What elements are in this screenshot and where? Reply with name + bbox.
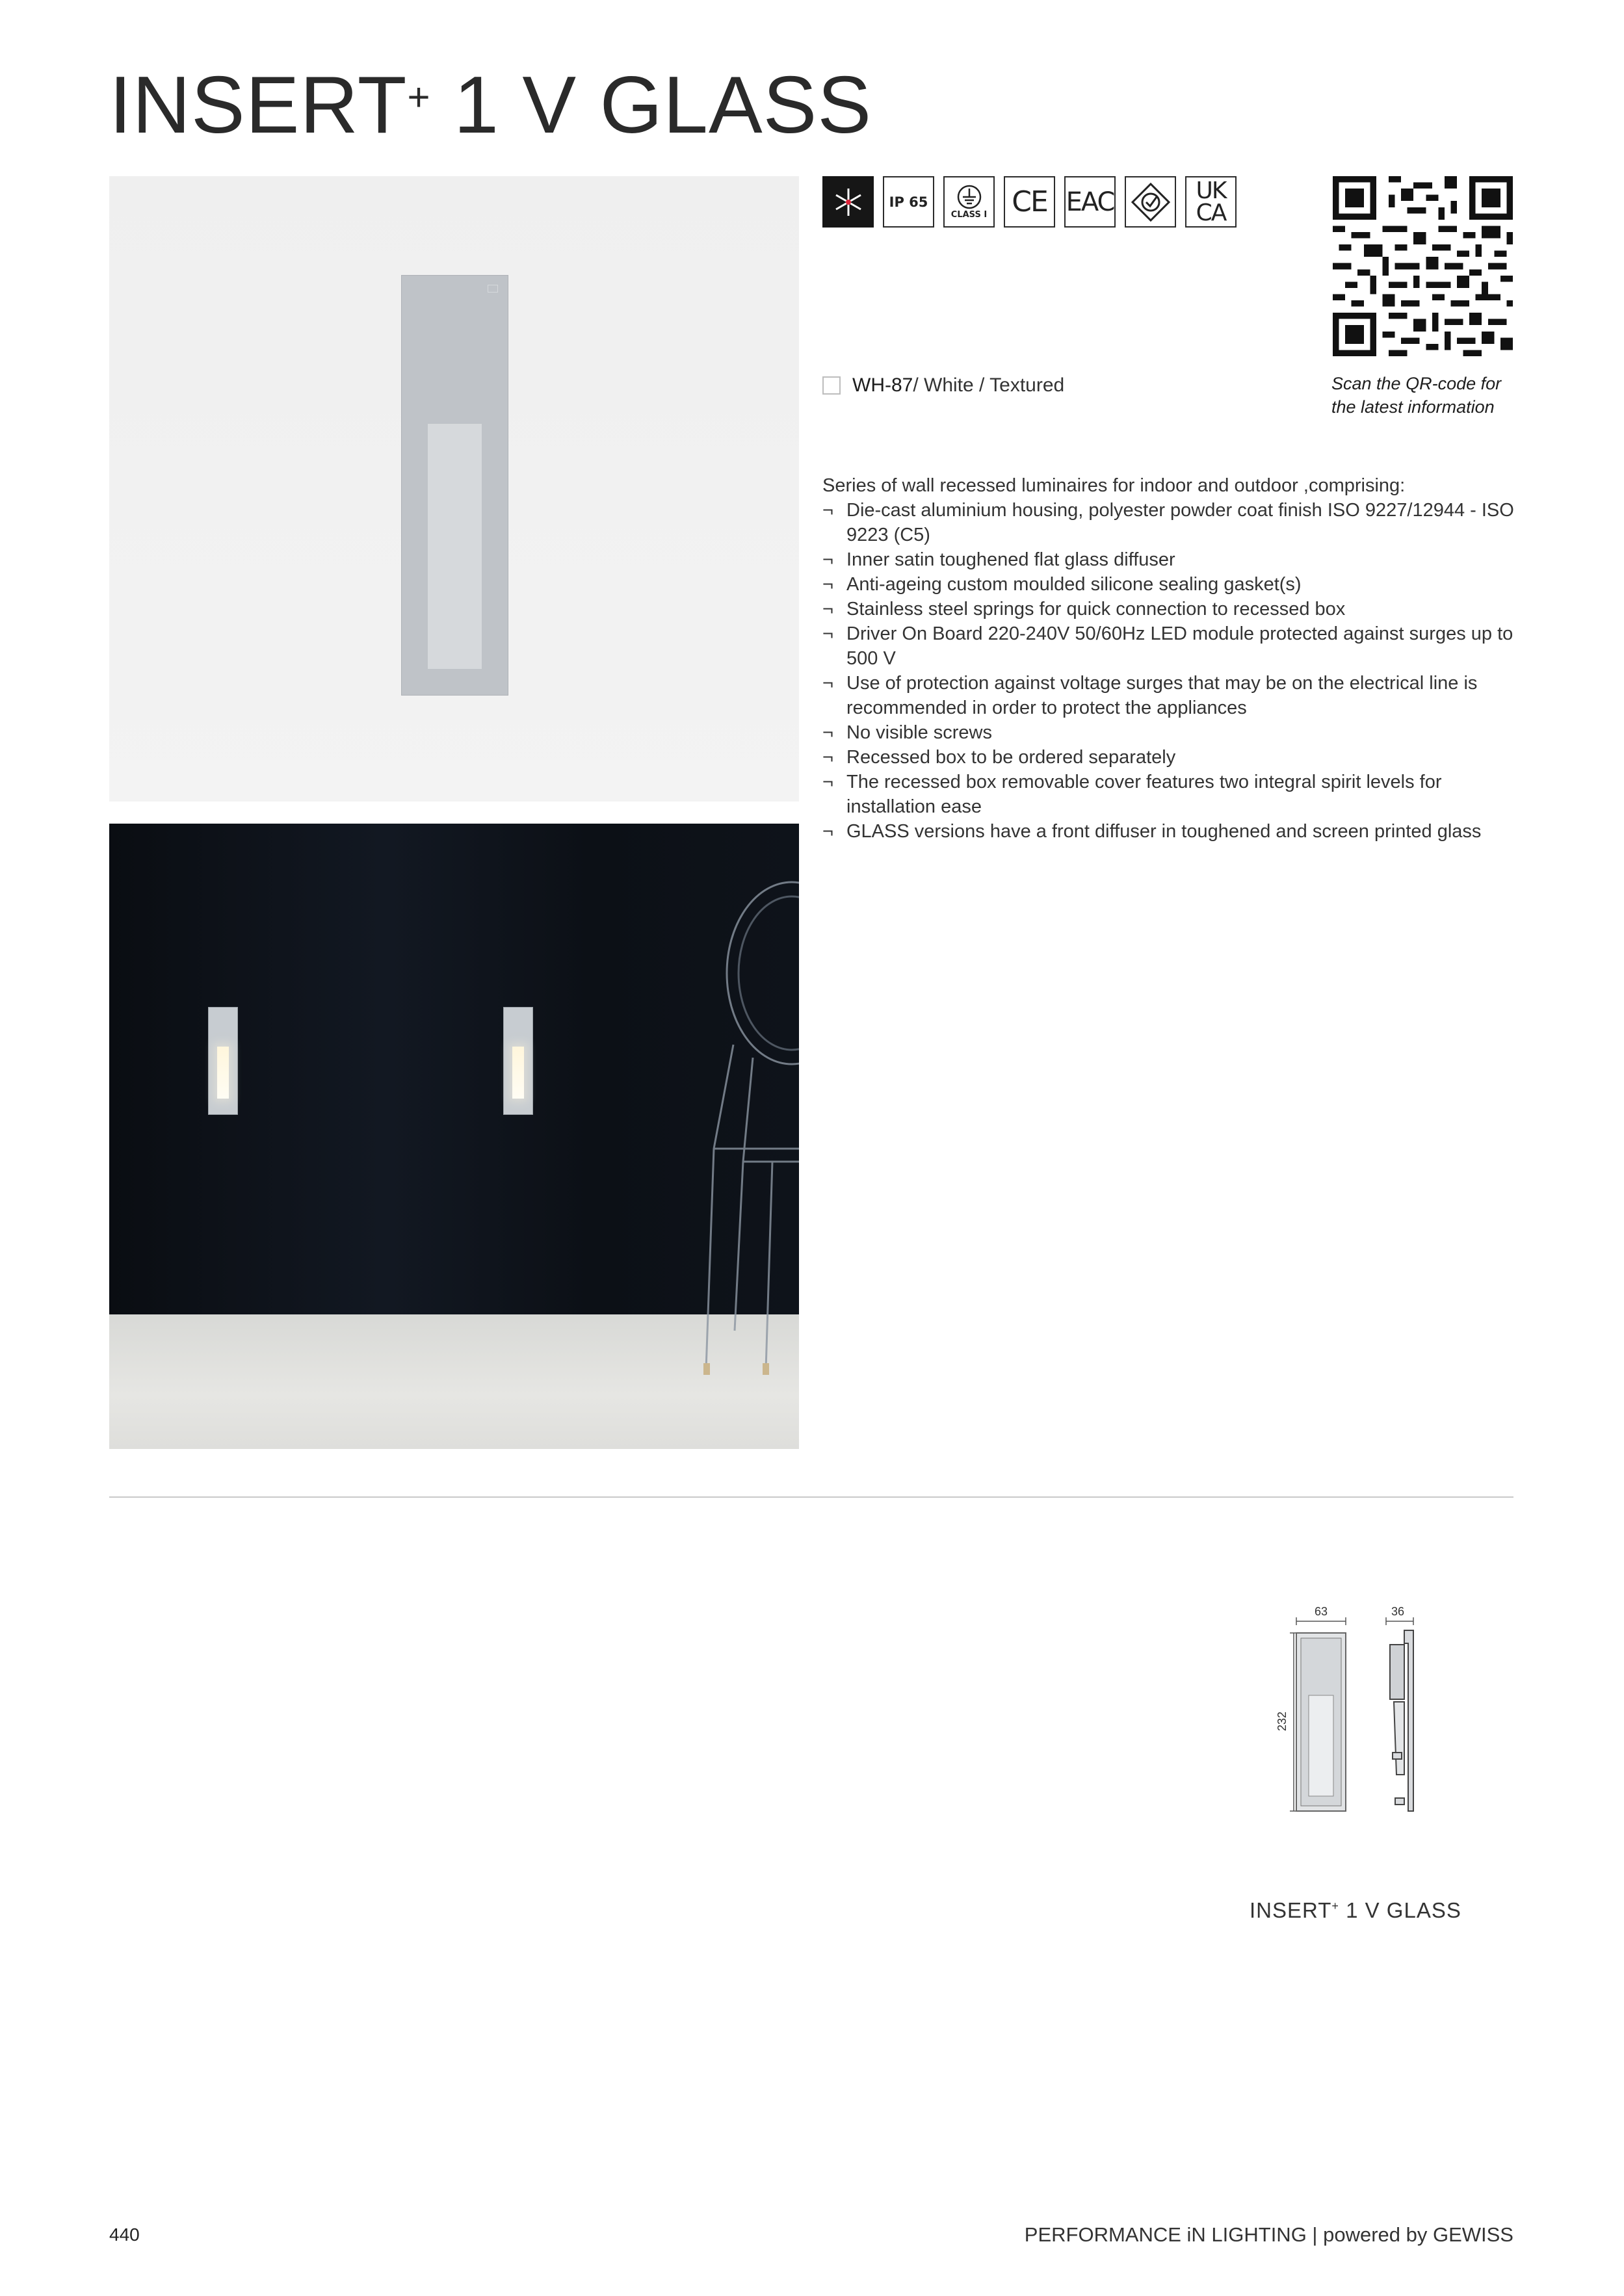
eac-mark: [1064, 176, 1116, 228]
page-title: [109, 60, 872, 150]
rcm-icon: [1125, 176, 1176, 228]
title-main: INSERT: [109, 60, 408, 150]
bullet-mark: ¬: [822, 549, 833, 570]
bullet-mark: ¬: [822, 574, 833, 595]
ambient-photo: [109, 824, 799, 1449]
feature-item: [822, 621, 1525, 671]
feature-text: Stainless steel springs for quick connection to recessed box: [846, 599, 1346, 620]
qr-caption: [1331, 372, 1526, 419]
luminaire-light: [512, 1047, 524, 1099]
page-number: 440: [109, 2224, 140, 2245]
bullet-mark: ¬: [822, 722, 833, 743]
ce-mark: [1004, 176, 1055, 228]
ip65-badge: [883, 176, 934, 228]
bullet-mark: ¬: [822, 821, 833, 842]
ukca-mark: [1185, 176, 1237, 228]
certification-icons: [822, 176, 1237, 229]
class-i-badge: [943, 176, 995, 228]
caption-main: INSERT: [1250, 1898, 1332, 1922]
feature-list: [822, 498, 1525, 844]
wall-luminaire: [503, 1007, 533, 1115]
product-photo: [109, 176, 799, 802]
section-divider: [109, 1496, 1513, 1498]
feature-text: No visible screws: [846, 722, 992, 743]
luminaire-plate: [401, 275, 508, 696]
feature-text: Anti-ageing custom moulded silicone sealing gasket(s): [846, 574, 1302, 595]
depth-dimension: 36: [1391, 1605, 1405, 1618]
luminaire-light: [217, 1047, 229, 1099]
ukca-top: UK: [1196, 177, 1226, 204]
feature-item: [822, 572, 1525, 597]
feature-item: [822, 597, 1525, 621]
qr-caption-line-1: Scan the QR-code for: [1331, 374, 1502, 393]
bullet-mark: ¬: [822, 747, 833, 768]
bullet-mark: ¬: [822, 772, 833, 792]
finish-swatch: [822, 376, 841, 395]
feature-text: Recessed box to be ordered separately: [846, 747, 1176, 768]
width-dimension: 63: [1314, 1605, 1328, 1618]
feature-text: GLASS versions have a front diffuser in toughened and screen printed glass: [846, 821, 1482, 842]
drawing-caption: [1250, 1898, 1461, 1923]
qr-code[interactable]: [1333, 176, 1513, 356]
height-dimension: 232: [1276, 1711, 1289, 1732]
product-description: [822, 473, 1525, 844]
feature-item: [822, 819, 1525, 844]
ce-label: CE: [1012, 185, 1047, 218]
luminaire-diffuser: [428, 424, 482, 669]
transparent-chair: [694, 876, 799, 1396]
eac-label: EAC: [1066, 187, 1114, 217]
finish-description: / White / Textured: [913, 374, 1065, 396]
finish-option: [822, 374, 1064, 397]
bullet-mark: ¬: [822, 673, 833, 694]
asterisk-icon: [822, 176, 874, 228]
caption-plus: +: [1331, 1899, 1339, 1912]
earth-ground-icon: [956, 184, 982, 210]
feature-item: [822, 671, 1525, 720]
feature-text: Driver On Board 220-240V 50/60Hz LED module protected against surges up to 500 V: [846, 623, 1513, 669]
feature-item: [822, 547, 1525, 572]
ukca-bottom: CA: [1196, 199, 1226, 226]
finish-code: WH-87: [852, 374, 913, 396]
feature-text: Inner satin toughened flat glass diffuser: [846, 549, 1175, 570]
title-rest: 1 V GLASS: [430, 60, 872, 150]
bullet-mark: ¬: [822, 599, 833, 620]
description-intro: Series of wall recessed luminaires for indoor and outdoor ,comprising:: [822, 475, 1406, 496]
feature-text: The recessed box removable cover features two integral spirit levels for installation ease: [846, 772, 1442, 817]
technical-drawing: [1274, 1604, 1424, 1822]
feature-item: [822, 745, 1525, 770]
feature-item: [822, 498, 1525, 547]
caption-rest: 1 V GLASS: [1339, 1898, 1461, 1922]
plate-logo-mark: [488, 285, 498, 293]
feature-item: [822, 770, 1525, 819]
bullet-mark: ¬: [822, 500, 833, 521]
qr-caption-line-2: the latest information: [1331, 397, 1495, 417]
feature-item: [822, 720, 1525, 745]
bullet-mark: ¬: [822, 623, 833, 644]
feature-text: Die-cast aluminium housing, polyester powder coat finish ISO 9227/12944 - ISO 9223 (C5): [846, 500, 1514, 545]
wall-luminaire: [208, 1007, 238, 1115]
feature-text: Use of protection against voltage surges that may be on the electrical line is recommended in order to protect the appliances: [846, 673, 1478, 718]
title-plus: +: [407, 75, 431, 119]
ip65-label: IP 65: [889, 194, 928, 210]
class-i-label: CLASS I: [950, 210, 988, 220]
footer-brand: PERFORMANCE iN LIGHTING | powered by GEWISS: [1024, 2223, 1513, 2246]
